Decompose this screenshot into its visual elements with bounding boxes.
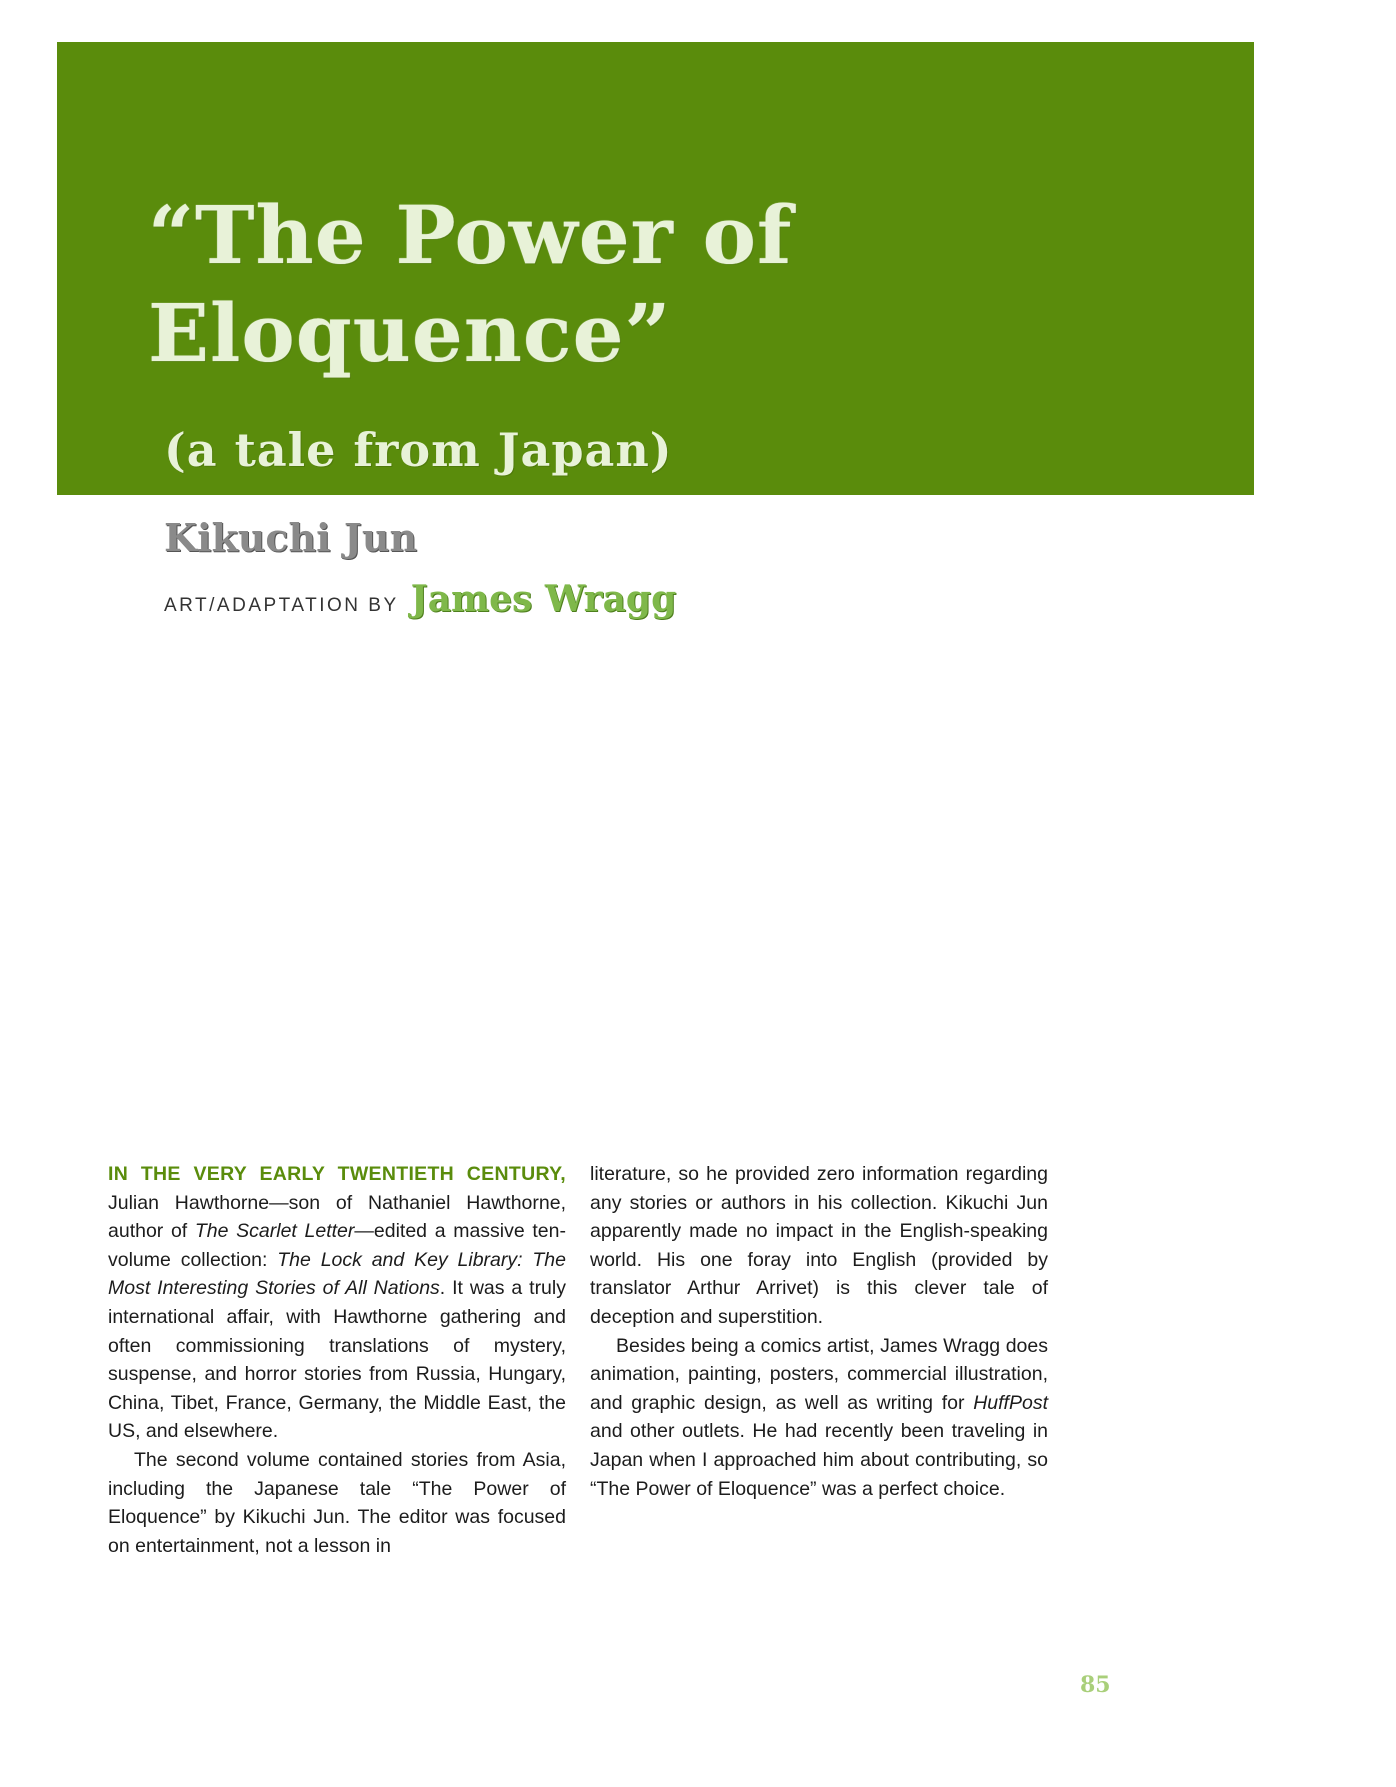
page-number: 85 bbox=[1080, 1672, 1111, 1698]
credit-label: ART/ADAPTATION BY bbox=[164, 595, 399, 616]
book-title: The Scarlet Letter bbox=[194, 1220, 355, 1243]
author-name: Kikuchi Jun bbox=[164, 515, 418, 560]
paragraph-4: Besides being a comics artist, James Wragg does animation, painting, posters, commercial illustration, and graphic design, as well as writing for HuffPost and other outlets. He had recently been traveling in Japan when I approached him about contributing, so “The Power of Eloquence” was a perfect choice. bbox=[590, 1334, 1048, 1500]
text-column-left bbox=[108, 1160, 566, 1560]
text-column-right bbox=[590, 1160, 1048, 1560]
lead-in: IN THE VERY EARLY TWENTIETH CENTURY, bbox=[108, 1163, 566, 1185]
credit-line bbox=[164, 578, 676, 628]
paragraph-2: The second volume contained stories from Asia, including the Japanese tale “The Power of Eloquence” by Kikuchi Jun. The editor was focused on entertainment, not a lesson in bbox=[108, 1448, 566, 1557]
intro-text bbox=[108, 1160, 1048, 1560]
book-title: The Lock and Key Library: The Most Interesting Stories of All Nations bbox=[108, 1248, 566, 1300]
title-line-2: Eloquence” bbox=[148, 286, 672, 380]
credit-name: James Wragg bbox=[410, 578, 677, 620]
publication-title: HuffPost bbox=[973, 1391, 1048, 1414]
story-subtitle: (a tale from Japan) bbox=[164, 423, 673, 477]
title-line-1: “The Power of bbox=[148, 188, 793, 282]
story-title bbox=[148, 186, 792, 382]
paragraph-1: IN THE VERY EARLY TWENTIETH CENTURY, Julian Hawthorne—son of Nathaniel Hawthorne, author of The Scarlet Letter—edited a massive ten-volume collection: The Lock and Key Library: The Most Interesting Stories of All Nations. It was a truly international affair, with Hawthorne gathering and often commissioning translations of mystery, suspense, and horror stories from Russia, Hungary, China, Tibet, France, Germany, the Middle East, the US, and elsewhere. bbox=[108, 1163, 566, 1443]
paragraph-3: literature, so he provided zero information regarding any stories or authors in his collection. Kikuchi Jun apparently made no impact in the English-speaking world. His one foray into English (provided by translator Arthur Arrivet) is this clever tale of deception and superstition. bbox=[590, 1163, 1048, 1328]
